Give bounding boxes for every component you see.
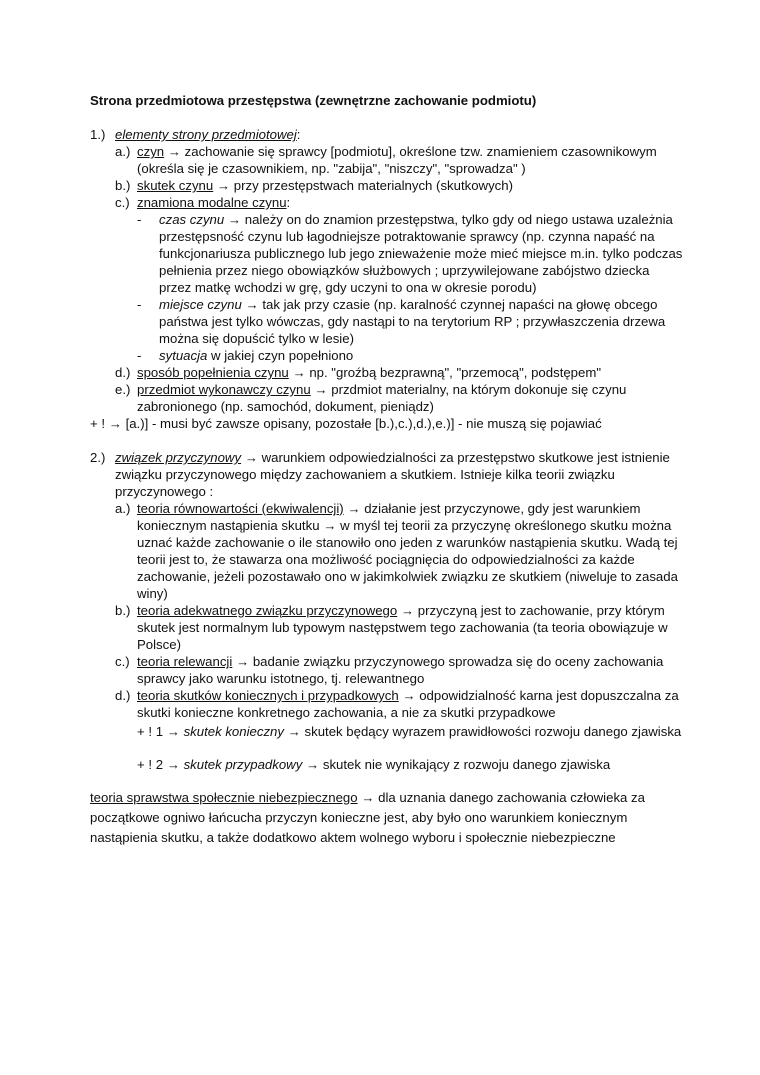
item-1a-text-1: zachowanie się sprawcy [podmiotu], określone tzw. znamieniem czasownikowym (184, 144, 657, 159)
arrow-icon: → (347, 501, 361, 516)
item-2a-text-2a: koniecznym nastąpienia skutku (137, 518, 320, 533)
arrow-icon: → (227, 212, 242, 227)
section-2-intro-line-2: związku przyczynowego między zachowaniem a skutkiem. Istnieje kilka teorii związku (115, 467, 615, 482)
note-1-prefix: + ! 1 (137, 724, 164, 739)
item-1d-marker: d.) (115, 365, 131, 380)
item-2c-line-2: sprawcy jako warunku istotnego, tj. relewantnego (137, 671, 425, 686)
item-2a-text-2b: w myśl tej teorii za przyczynę określonego skutku można (340, 518, 672, 533)
czas-term: czas czynu (159, 212, 225, 227)
item-1a-marker: a.) (115, 144, 131, 159)
item-2b-text-1: przyczyną jest to zachowanie, przy którym (417, 603, 665, 618)
arrow-icon: → (292, 365, 306, 380)
item-2a-marker: a.) (115, 501, 131, 516)
item-1d-text-1: np. "groźbą bezprawną", "przemocą", podstępem" (309, 365, 602, 380)
item-2d-note-1 (137, 723, 681, 740)
arrow-icon: → (244, 450, 258, 465)
item-2b-line-2: skutek jest normalnym lub typowym następstwem tego zachowania (ta teoria obowiązuje w (137, 620, 668, 635)
note-1-term: skutek konieczny (183, 724, 284, 739)
item-2b-line-1 (137, 602, 665, 619)
section-1-number: 1.) (90, 127, 106, 142)
czas-line-5: przez matkę wchodzi w grę, gdy uczyni to ona w okresie porodu) (159, 280, 537, 295)
czas-line-2: przestępsność czynu lub łagodniejsze potraktowanie sprawcy (np. czynna napaść na (159, 229, 655, 244)
section-2-number: 2.) (90, 450, 106, 465)
arrow-icon: → (314, 382, 328, 397)
section-1-heading: elementy strony przedmiotowej (115, 127, 297, 142)
page-title: Strona przedmiotowa przestępstwa (zewnętrzne zachowanie podmiotu) (90, 93, 537, 108)
item-2d-marker: d.) (115, 688, 131, 703)
item-1e-marker: e.) (115, 382, 131, 397)
closing-term: teoria sprawstwa społecznie niebezpiecznego (90, 790, 358, 805)
bullet-dash: - (137, 348, 142, 363)
arrow-icon: → (305, 757, 320, 772)
section-2-intro-line-1 (115, 449, 670, 466)
arrow-icon: → (400, 603, 415, 618)
sytuacja-text: w jakiej czyn popełniono (207, 348, 354, 363)
item-2a-line-1 (137, 500, 641, 517)
note-2-term: skutek przypadkowy (183, 757, 303, 772)
item-1a-line-2: (określa się je czasownikiem, np. "zabija", "niszczy", "sprowadza" ) (137, 161, 526, 176)
item-2a-line-3: uznać każde zachowanie o ile stanowiło ono jeden z warunków nastąpienia skutku. Wadą tej (137, 535, 678, 550)
arrow-icon: → (361, 790, 375, 805)
item-2b-term: teoria adekwatnego związku przyczynowego (137, 603, 398, 618)
section-2-intro-line-3: przyczynowego : (115, 484, 214, 499)
arrow-icon: → (245, 297, 259, 312)
note-2-prefix: + ! 2 (137, 757, 164, 772)
item-1c-suffix: : (286, 195, 291, 210)
section-2-heading: związek przyczynowy (115, 450, 242, 465)
item-1e-line-1 (137, 381, 626, 398)
closing-text-1: dla uznania danego zachowania człowieka za (378, 790, 645, 805)
item-1b-marker: b.) (115, 178, 131, 193)
miejsce-line-2: państwa jest tylko wówczas, gdy nastąpi to na terytorium RP ; przywłaszczenia drzewa (159, 314, 666, 329)
note-1-text: skutek będący wyrazem prawidłowości rozwoju danego zjawiska (304, 724, 682, 739)
arrow-icon: → (323, 518, 337, 533)
item-1c-line-1 (137, 194, 290, 211)
arrow-icon: → (167, 144, 181, 159)
miejsce-text-1: tak jak przy czasie (np. karalność czynnej napaści na głowę obcego (262, 297, 658, 312)
item-2a-line-4: teorii jest to, że stawarza ona możliwość pociągnięcia do odpowiedzialności za każde (137, 552, 635, 567)
item-2c-text-1: badanie związku przyczynowego sprowadza się do oceny zachowania (249, 654, 664, 669)
item-1d-term: sposób popełnienia czynu (137, 365, 289, 380)
item-1a-line-1 (137, 143, 657, 160)
item-1b-line-1 (137, 177, 513, 194)
item-1e-term: przedmiot wykonawczy czynu (137, 382, 311, 397)
item-2c-line-1 (137, 653, 663, 670)
closing-line-3: nastąpienia skutku, a także dodatkowo aktem wolnego wyboru i społecznie niebezpieczne (90, 830, 616, 845)
item-2a-line-2 (137, 517, 671, 534)
miejsce-term: miejsce czynu (159, 297, 242, 312)
item-2b-line-3: Polsce) (137, 637, 181, 652)
arrow-icon: → (402, 688, 416, 703)
section-2-intro-1: warunkiem odpowiedzialności za przestępstwo skutkowe jest istnienie (261, 450, 670, 465)
item-2d-text-1: odpowidzialność karna jest dopuszczalna za (419, 688, 679, 703)
item-2c-marker: c.) (115, 654, 130, 669)
item-1a-term: czyn (137, 144, 165, 159)
bullet-dash: - (137, 297, 142, 312)
item-2a-line-5: zachowanie, jeżeli pozostawało ono w jakimkolwiek związku ze skutkiem (niweluje to zasada (137, 569, 678, 584)
arrow-icon: → (166, 724, 180, 739)
czas-line-3: funkcjonariusza publicznego lub jego znieważenie może mieć miejsce m.in. tylko podczas (159, 246, 683, 261)
arrow-icon: → (287, 724, 301, 739)
item-1d-line-1 (137, 364, 601, 381)
closing-line-2: początkowe ogniwo łańcucha przyczyn konieczne jest, aby było ono warunkiem koniecznym (90, 810, 628, 825)
miejsce-line-3: można się dopuścić tylko w lesie) (159, 331, 354, 346)
note-2-text: skutek nie wynikający z rozwoju danego zjawiska (322, 757, 611, 772)
item-2d-line-2: skutki konieczne konkretnego zachowania, a nie za skutki przypadkowe (137, 705, 556, 720)
miejsce-line-1 (159, 296, 657, 313)
sytuacja-line (159, 347, 353, 364)
item-2a-text-1: działanie jest przyczynowe, gdy jest warunkiem (364, 501, 641, 516)
czas-text-1: należy on do znamion przestępstwa, tylko gdy od niego ustawa uzależnia (244, 212, 673, 227)
note-text: [a.)] - musi być zawsze opisany, pozostałe [b.),c.),d.),e.)] - nie muszą się pojawiać (125, 416, 602, 431)
item-2d-term: teoria skutków koniecznych i przypadkowych (137, 688, 399, 703)
czas-line-4: pełnienia przez niego obowiązków służbowych ; uprzywilejowane zabójstwo dziecka (159, 263, 650, 278)
arrow-icon: → (235, 654, 250, 669)
section-1-note (90, 415, 602, 432)
item-2d-note-2 (137, 756, 610, 773)
item-1e-line-2: zabronionego (np. samochód, dokument, pieniądz) (137, 399, 434, 414)
section-1-heading-suffix: : (296, 127, 301, 142)
item-1b-term: skutek czynu (137, 178, 214, 193)
item-2b-marker: b.) (115, 603, 131, 618)
item-2c-term: teoria relewancji (137, 654, 233, 669)
item-2a-term: teoria równowartości (ekwiwalencji) (137, 501, 344, 516)
arrow-icon: → (216, 178, 231, 193)
item-1b-text-1: przy przestępstwach materialnych (skutkowych) (233, 178, 513, 193)
item-2a-line-6: winy) (137, 586, 168, 601)
section-1-heading-line (115, 126, 300, 143)
item-1c-marker: c.) (115, 195, 130, 210)
note-prefix: + ! (90, 416, 106, 431)
czas-line-1 (159, 211, 673, 228)
item-1c-term: znamiona modalne czynu (137, 195, 287, 210)
bullet-dash: - (137, 212, 142, 227)
item-1e-text-1: przdmiot materialny, na którym dokonuje się czynu (331, 382, 627, 397)
closing-line-1 (90, 789, 645, 806)
item-2d-line-1 (137, 687, 679, 704)
arrow-icon: → (166, 757, 180, 772)
arrow-icon: → (108, 416, 122, 431)
sytuacja-term: sytuacja (159, 348, 208, 363)
